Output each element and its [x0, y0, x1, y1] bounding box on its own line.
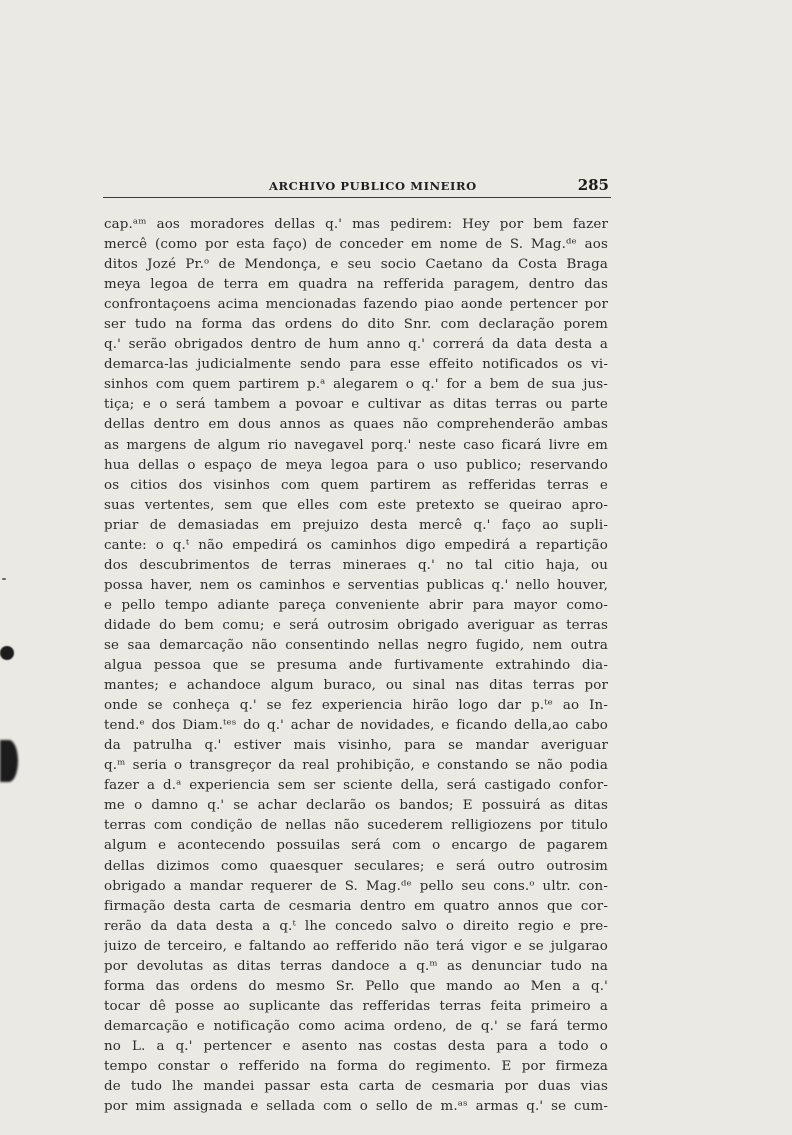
text-line: da patrulha q.' estiver mais visinho, para se mandar averiguar	[104, 738, 608, 754]
text-line: hua dellas o espaço de meya legoa para o uso publico; reservando	[104, 457, 608, 473]
text-line: fazer a d.ᵃ experiencia sem ser sciente della, será castigado confor-	[104, 778, 608, 794]
text-line: demarcação e notificação como acima ordeno, de q.' se fará termo	[104, 1018, 608, 1034]
text-line: obrigado a mandar requerer de S. Mag.ᵈᵉ pello seu cons.ᵒ ultr. con-	[104, 878, 608, 894]
scan-speck	[2, 578, 6, 580]
text-line: no L. a q.' pertencer e asento nas costas desta para a todo o	[104, 1038, 608, 1054]
text-line: dellas dizimos como quaesquer seculares; e será outro outrosim	[104, 858, 608, 874]
text-line: me o damno q.' se achar declarão os bandos; E possuirá as ditas	[104, 798, 608, 814]
ink-blot	[0, 740, 18, 782]
text-line: mercê (como por esta faço) de conceder em nome de S. Mag.ᵈᵉ aos	[104, 237, 608, 253]
text-line: ditos Jozé Pr.ᵒ de Mendonça, e seu socio Caetano da Costa Braga	[104, 257, 608, 273]
page-number: 285	[577, 176, 609, 194]
text-line: suas vertentes, sem que elles com este pretexto se queirao apro-	[104, 497, 608, 513]
text-line: dellas dentro em dous annos as quaes não comprehenderão ambas	[104, 417, 608, 433]
text-line: confrontaçoens acima mencionadas fazendo piao aonde pertencer por	[104, 297, 608, 313]
text-line: algum e acontecendo possuilas será com o encargo de pagarem	[104, 838, 608, 854]
text-line: e pello tempo adiante pareça conveniente abrir para mayor como-	[104, 597, 608, 613]
text-line: q.ᵐ seria o transgreçor da real prohibição, e constando se não podia	[104, 758, 608, 774]
text-line: tempo constar o refferido na forma do regimento. E por firmeza	[104, 1058, 608, 1074]
text-line: por devolutas as ditas terras dandoce a q.ᵐ as denunciar tudo na	[104, 958, 608, 974]
text-line: dos descubrimentos de terras mineraes q.' no tal citio haja, ou	[104, 557, 608, 573]
text-line: didade do bem comu; e será outrosim obrigado averiguar as terras	[104, 617, 608, 633]
text-line: possa haver, nem os caminhos e serventias publicas q.' nello houver,	[104, 577, 608, 593]
text-line: algua pessoa que se presuma ande furtivamente extrahindo dia-	[104, 658, 608, 674]
text-line: tocar dê posse ao suplicante das refferidas terras feita primeiro a	[104, 998, 608, 1014]
text-line: os citios dos visinhos com quem partirem as refferidas terras e	[104, 477, 608, 493]
text-line: ser tudo na forma das ordens do dito Snr. com declaração porem	[104, 317, 608, 333]
text-line: de tudo lhe mandei passar esta carta de cesmaria por duas vias	[104, 1079, 608, 1095]
text-line: mantes; e achandoce algum buraco, ou sinal nas ditas terras por	[104, 678, 608, 694]
text-line: priar de demasiadas em prejuizo desta mercê q.' faço ao supli-	[104, 517, 608, 533]
text-line: se saa demarcação não consentindo nellas negro fugido, nem outra	[104, 637, 608, 653]
text-line: firmação desta carta de cesmaria dentro em quatro annos que cor-	[104, 898, 608, 914]
text-line: onde se conheça q.' se fez experiencia hirão logo dar p.ᵗᵉ ao In-	[104, 698, 608, 714]
text-line: forma das ordens do mesmo Sr. Pello que mando ao Men a q.'	[104, 978, 608, 994]
text-line: cante: o q.ᵗ não empedirá os caminhos digo empedirá a repartição	[104, 537, 608, 553]
text-line: tend.ᵉ dos Diam.ᵗᵉˢ do q.' achar de novidades, e ficando della,ao cabo	[104, 718, 608, 734]
text-line: tiça; e o será tambem a povoar e cultivar as ditas terras ou parte	[104, 397, 608, 413]
text-line: as margens de algum rio navegavel porq.' neste caso ficará livre em	[104, 437, 608, 453]
text-line: por mim assignada e sellada com o sello de m.ᵃˢ armas q.' se cum-	[104, 1099, 608, 1115]
running-header	[103, 175, 611, 198]
text-line: meya legoa de terra em quadra na refferida paragem, dentro das	[104, 277, 608, 293]
text-line: juizo de terceiro, e faltando ao refferido não terá vigor e se julgarao	[104, 938, 608, 954]
text-line: rerão da data desta a q.ᵗ lhe concedo salvo o direito regio e pre-	[104, 918, 608, 934]
body-text	[104, 215, 608, 1117]
text-line: sinhos com quem partirem p.ᵃ alegarem o q.' for a bem de sua jus-	[104, 377, 608, 393]
text-line: cap.ᵃᵐ aos moradores dellas q.' mas pedirem: Hey por bem fazer	[104, 217, 608, 232]
text-line: terras com condição de nellas não sucederem relligiozens por titulo	[104, 818, 608, 834]
text-line: demarca-las judicialmente sendo para esse effeito notificados os vi-	[104, 357, 608, 373]
running-title: ARCHIVO PUBLICO MINEIRO	[269, 179, 477, 193]
text-line: q.' serão obrigados dentro de hum anno q.' correrá da data desta a	[104, 337, 608, 353]
ink-blot	[0, 646, 14, 660]
